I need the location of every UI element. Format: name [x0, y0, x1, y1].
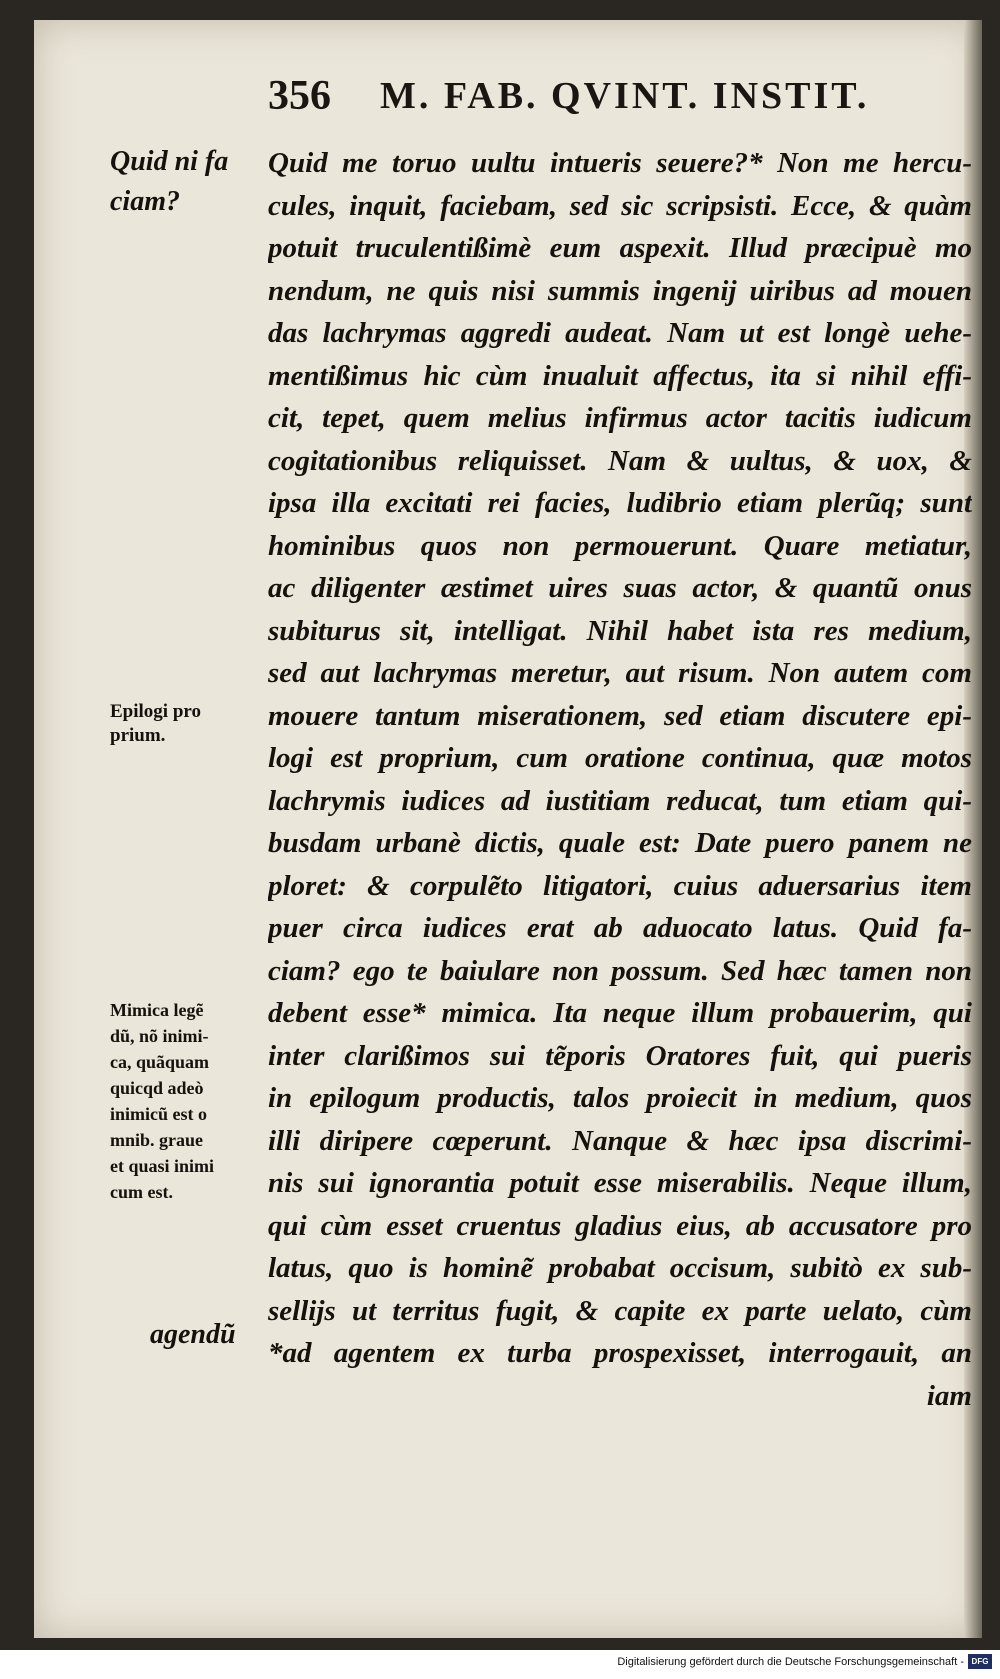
- text-line: ciam? ego te baiulare non possum. Sed hæc tamen non: [268, 954, 972, 987]
- margin-note-line: cum est.: [110, 1182, 173, 1202]
- margin-note-line: agendũ: [150, 1319, 236, 1350]
- margin-note-mimica: [110, 997, 260, 1205]
- running-header: [268, 72, 888, 132]
- text-line: Quid me toruo uultu intueris seuere?* Non me hercu-: [268, 147, 972, 179]
- text-line: mouere tantum miserationem, sed etiam discutere epi-: [268, 699, 972, 732]
- margin-note-line: Epilogi pro: [110, 701, 201, 722]
- text-line: busdam urbanè dictis, quale est: Date puero panem ne: [268, 827, 972, 859]
- text-line: nis sui ignorantia potuit esse miserabilis. Neque illum,: [268, 1167, 972, 1199]
- margin-note-line: Mimica legẽ: [110, 1000, 204, 1020]
- text-line: sed aut lachrymas meretur, aut risum. Non autem com: [268, 657, 972, 689]
- text-line: puer circa iudices erat ab aduocato latus. Quid fa-: [268, 912, 972, 944]
- margin-note-line: inimicũ est o: [110, 1104, 207, 1124]
- text-line: hominibus quos non permouerunt. Quare metiatur,: [268, 529, 972, 562]
- text-line: cit, tepet, quem melius infirmus actor tacitis iudicum: [268, 402, 972, 434]
- text-line: cules, inquit, faciebam, sed sic scripsisti. Ecce, & quàm: [268, 189, 972, 222]
- margin-note-line: quicqd adeò: [110, 1078, 204, 1098]
- text-line: subiturus sit, intelligat. Nihil habet ista res medium,: [268, 614, 972, 647]
- text-line: *ad agentem ex turba prospexisset, interrogauit, an: [268, 1337, 972, 1369]
- text-line: in epilogum productis, talos proiecit in medium, quos: [268, 1082, 972, 1114]
- margin-note-line: ciam?: [110, 186, 180, 217]
- text-line: latus, quo is hominẽ probabat occisum, subitò ex sub-: [268, 1252, 972, 1284]
- page-number: 356: [268, 73, 331, 119]
- text-line: ploret: & corpulẽto litigatori, cuius aduersarius item: [268, 869, 972, 902]
- dfg-logo: DFG: [968, 1654, 992, 1669]
- text-line: nendum, ne quis nisi summis ingenij uiribus ad mouen: [268, 274, 972, 307]
- text-line: lachrymis iudices ad iustitiam reducat, tum etiam qui-: [268, 784, 972, 817]
- text-line: illi diripere cœperunt. Nanque & hæc ipsa discrimi-: [268, 1124, 972, 1157]
- catchword: iam: [926, 1379, 972, 1412]
- margin-note-line: Quid ni fa: [110, 146, 229, 177]
- text-line: qui cùm esset cruentus gladius eius, ab accusatore pro: [268, 1209, 972, 1242]
- text-line: das lachrymas aggredi audeat. Nam ut est longè uehe-: [268, 317, 972, 349]
- margin-note-line: mnib. graue: [110, 1130, 204, 1150]
- margin-note-epilogi-proprium: [110, 700, 250, 748]
- body-text: [268, 142, 972, 1417]
- text-line: logi est proprium, cum oratione continua, quæ motos: [268, 742, 972, 774]
- margin-note-line: ca, quãquam: [110, 1052, 210, 1072]
- text-line: ac diligenter æstimet uires suas actor, & quantũ onus: [268, 572, 972, 604]
- margin-note-line: prium.: [110, 725, 166, 746]
- text-line: inter clarißimos sui tẽporis Oratores fuit, qui pueris: [268, 1039, 972, 1072]
- text-line: mentißimus hic cùm inualuit affectus, ita si nihil effi-: [268, 359, 972, 392]
- running-title: M. FAB. QVINT. INSTIT.: [380, 75, 870, 117]
- margin-note-agendum: [150, 1318, 260, 1352]
- margin-note-line: dũ, nõ inimi-: [110, 1026, 209, 1046]
- text-line: sellijs ut territus fugit, & capite ex parte uelato, cùm: [268, 1294, 972, 1327]
- digitization-credit: Digitalisierung gefördert durch die Deutsche Forschungsgemeinschaft -: [617, 1656, 964, 1668]
- margin-note-quid-ni-faciam: [110, 142, 260, 222]
- text-line: ipsa illa excitati rei facies, ludibrio etiam plerũq; sunt: [268, 487, 972, 519]
- text-line: debent esse* mimica. Ita neque illum probauerim, qui: [268, 997, 972, 1029]
- margin-note-line: et quasi inimi: [110, 1156, 215, 1176]
- text-line: cogitationibus reliquisset. Nam & uultus, & uox, &: [268, 444, 972, 477]
- text-line: potuit truculentißimè eum aspexit. Illud præcipuè mo: [268, 232, 972, 264]
